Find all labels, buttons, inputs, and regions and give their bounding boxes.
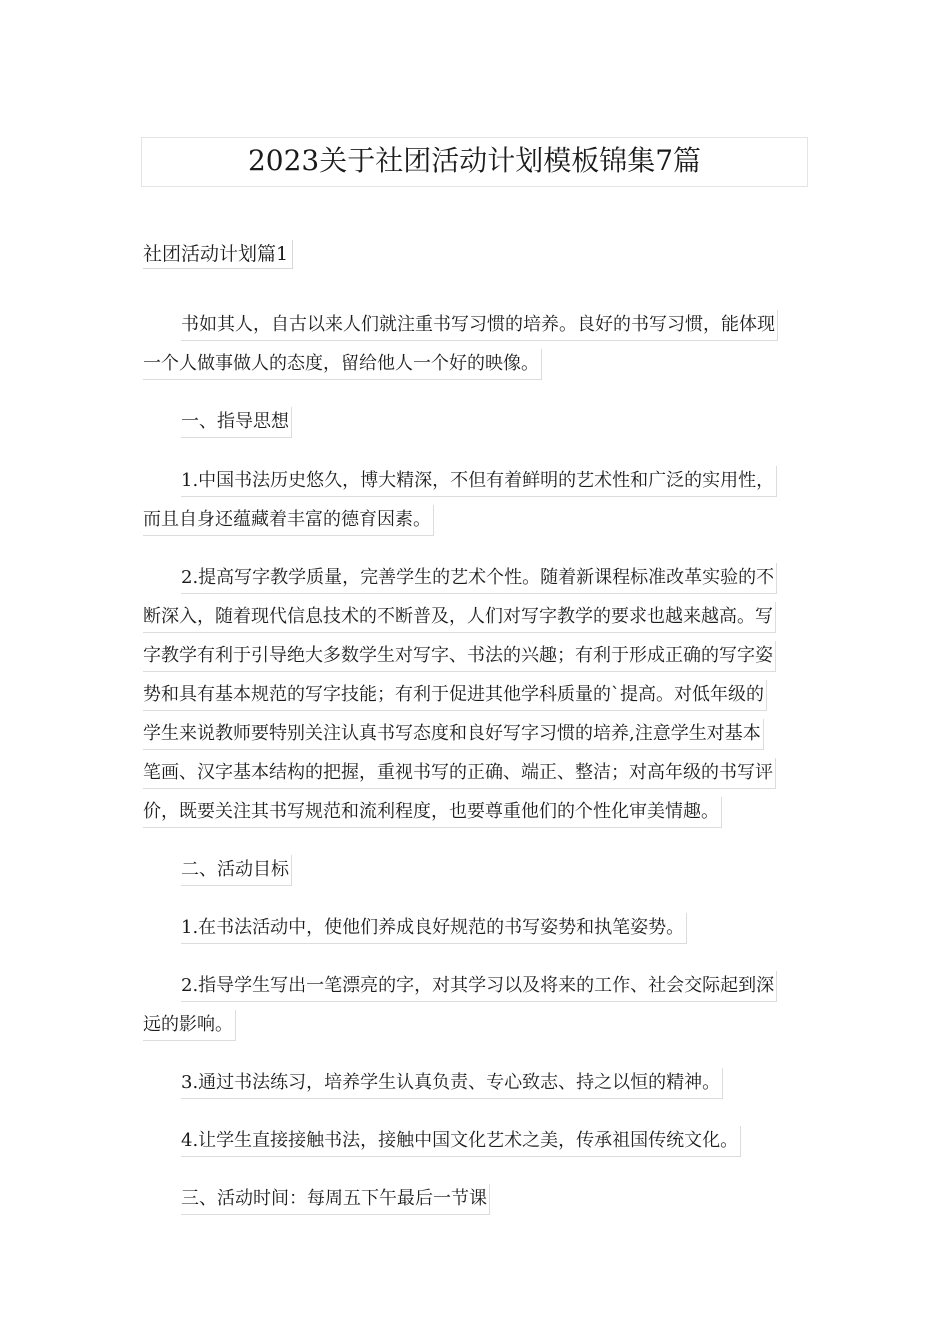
goal-item-2 bbox=[143, 966, 807, 1044]
text-line: 二、活动目标 bbox=[143, 850, 807, 889]
goal-item-1 bbox=[143, 908, 807, 947]
intro-paragraph bbox=[143, 305, 807, 383]
section-heading: 社团活动计划篇1 bbox=[143, 240, 293, 269]
text-line: 远的影响。 bbox=[143, 1005, 807, 1044]
text-line: 笔画、汉字基本结构的把握，重视书写的正确、端正、整洁；对高年级的书写评 bbox=[143, 753, 807, 792]
text-line: 断深入，随着现代信息技术的不断普及，人们对写字教学的要求也越来越高。写 bbox=[143, 597, 807, 636]
paragraph-1-2 bbox=[143, 558, 807, 831]
text-line: 2.指导学生写出一笔漂亮的字，对其学习以及将来的工作、社会交际起到深 bbox=[143, 966, 807, 1005]
text-line: 1.在书法活动中，使他们养成良好规范的书写姿势和执笔姿势。 bbox=[143, 908, 807, 947]
text-line: 一、指导思想 bbox=[143, 402, 807, 441]
goal-item-4 bbox=[143, 1121, 807, 1160]
text-line: 字教学有利于引导绝大多数学生对写字、书法的兴趣；有利于形成正确的写字姿 bbox=[143, 636, 807, 675]
text-line: 3.通过书法练习，培养学生认真负责、专心致志、持之以恒的精神。 bbox=[143, 1063, 807, 1102]
document-title: 2023关于社团活动计划模板锦集7篇 bbox=[141, 137, 808, 187]
text-line: 书如其人，自古以来人们就注重书写习惯的培养。良好的书写习惯，能体现 bbox=[143, 305, 807, 344]
text-line: 三、活动时间：每周五下午最后一节课 bbox=[143, 1179, 807, 1218]
text-line: 而且自身还蕴藏着丰富的德育因素。 bbox=[143, 500, 807, 539]
heading-activity-time bbox=[143, 1179, 807, 1218]
paragraph-1-1 bbox=[143, 461, 807, 539]
text-line: 势和具有基本规范的写字技能；有利于促进其他学科质量的`提高。对低年级的 bbox=[143, 675, 807, 714]
text-line: 一个人做事做人的态度，留给他人一个好的映像。 bbox=[143, 344, 807, 383]
goal-item-3 bbox=[143, 1063, 807, 1102]
text-line: 价，既要关注其书写规范和流利程度，也要尊重他们的个性化审美情趣。 bbox=[143, 792, 807, 831]
text-line: 4.让学生直接接触书法，接触中国文化艺术之美，传承祖国传统文化。 bbox=[143, 1121, 807, 1160]
text-line: 1.中国书法历史悠久，博大精深，不但有着鲜明的艺术性和广泛的实用性， bbox=[143, 461, 807, 500]
heading-guiding-thought bbox=[143, 402, 807, 441]
text-line: 2.提高写字教学质量，完善学生的艺术个性。随着新课程标准改革实验的不 bbox=[143, 558, 807, 597]
text-line: 学生来说教师要特别关注认真书写态度和良好写字习惯的培养,注意学生对基本 bbox=[143, 714, 807, 753]
heading-activity-goals bbox=[143, 850, 807, 889]
